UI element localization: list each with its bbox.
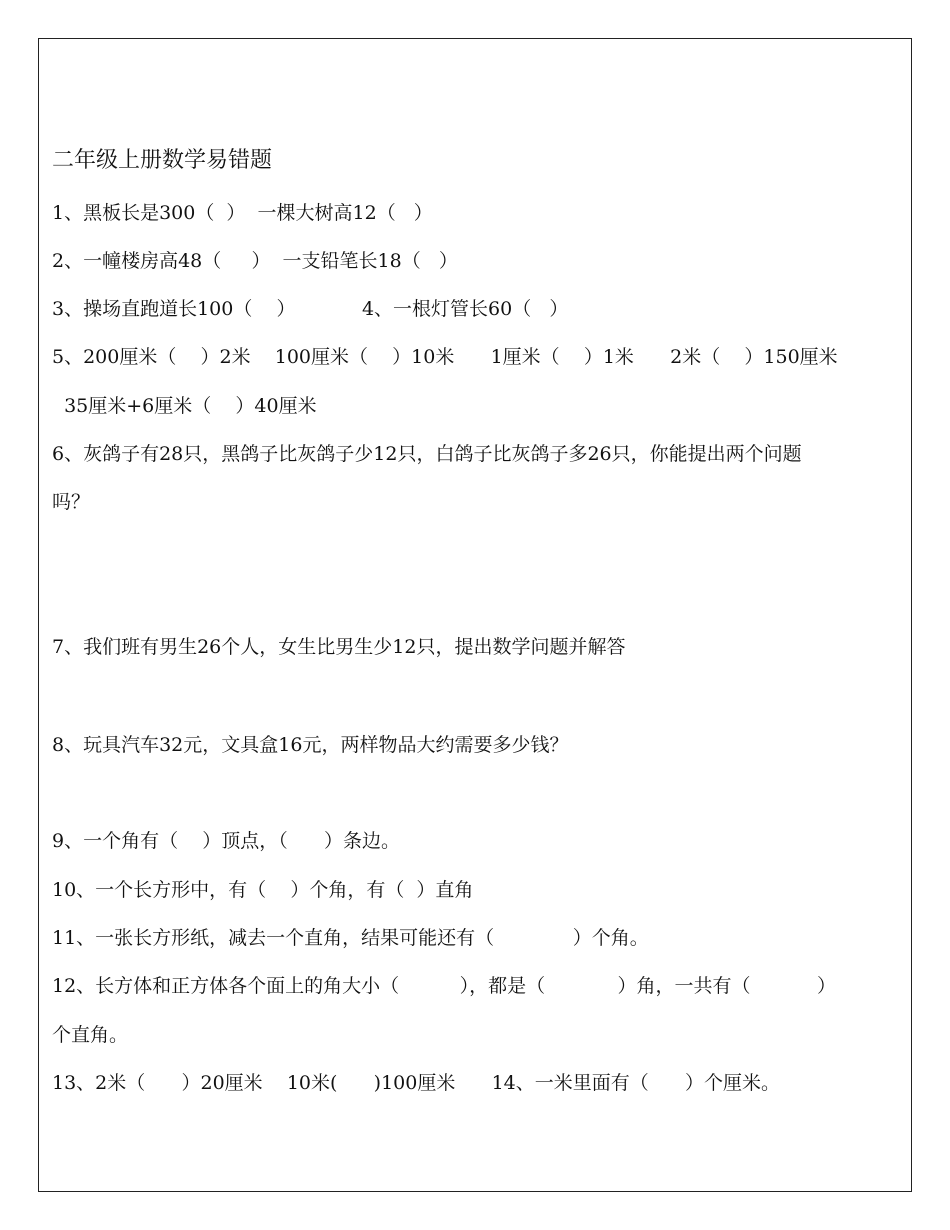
question-13-14: 13、2米（ ）20厘米 10米( )100厘米 14、一米里面有（ ）个厘米。 [52,1072,780,1094]
question-7: 7、我们班有男生26个人，女生比男生少12只，提出数学问题并解答 [52,636,626,658]
question-12-line-2: 个直角。 [52,1024,129,1046]
question-11: 11、一张长方形纸，减去一个直角，结果可能还有（ ）个角。 [52,927,649,949]
question-2: 2、一幢楼房高48（ ） 一支铅笔长18（ ） [52,250,458,272]
question-10: 10、一个长方形中，有（ ）个角，有（ ）直角 [52,879,474,901]
question-8: 8、玩具汽车32元，文具盒16元，两样物品大约需要多少钱？ [52,734,569,756]
question-9: 9、一个角有（ ）顶点，（ ）条边。 [52,830,400,852]
question-6-line-2: 吗？ [52,491,91,513]
document-title: 二年级上册数学易错题 [52,148,273,173]
question-12-line-1: 12、长方体和正方体各个面上的角大小（ ），都是（ ）角，一共有（ ） [52,975,836,997]
question-5-row-1: 5、200厘米（ ）2米 100厘米（ ）10米 1厘米（ ）1米 2米（ ）150厘米 [52,346,838,368]
question-6-line-1: 6、灰鸽子有28只，黑鸽子比灰鸽子少12只，白鸽子比灰鸽子多26只，你能提出两个问题 [52,443,802,465]
question-5-row-2: 35厘米+6厘米（ ）40厘米 [52,395,317,417]
question-1: 1、黑板长是300（ ） 一棵大树高12（ ） [52,202,433,224]
question-3-4: 3、操场直跑道长100（ ） 4、一根灯管长60（ ） [52,298,569,320]
